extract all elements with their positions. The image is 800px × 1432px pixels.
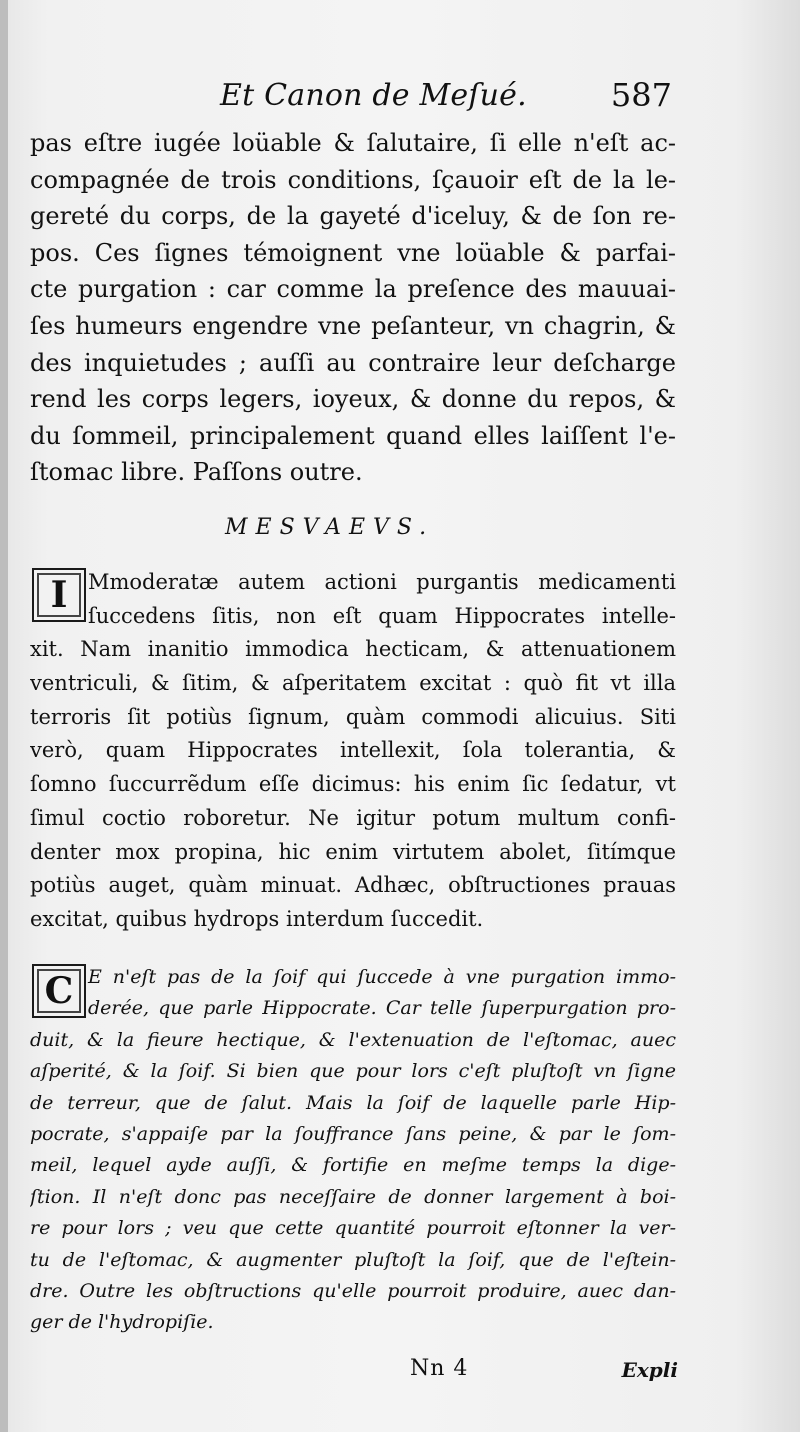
text-line: verò, quam Hippocrates intellexit, ſola tolerantia, & xyxy=(30,738,676,763)
text-line: dre. Outre les obſtructions qu'elle pourroit produire, auec dan- xyxy=(30,1279,676,1302)
text-line: tu de l'eſtomac, & augmenter pluſtoſt la ſoif, que de l'eſtein- xyxy=(30,1248,676,1271)
text-line: cte purgation : car comme la preſence des mauuai- xyxy=(30,275,676,304)
page-footer xyxy=(410,1356,678,1392)
binding-edge xyxy=(0,0,8,1432)
text-line: re pour lors ; veu que cette quantité pourroit eſtonner la ver- xyxy=(30,1217,676,1240)
text-line: pocrate, s'appaiſe par la ſouffrance ſans peine, & par le ſom- xyxy=(30,1122,676,1145)
french-paragraph-2 xyxy=(30,962,676,1339)
drop-cap-initial: I xyxy=(32,568,86,622)
text-line: duit, & la fieure hectique, & l'extenuation de l'eſtomac, auec xyxy=(30,1028,676,1051)
text-line: ſuccedens ſitis, non eſt quam Hippocrates intelle- xyxy=(88,603,676,628)
text-line: Mmoderatæ autem actioni purgantis medicamenti xyxy=(88,570,676,594)
running-title: Et Canon de Meſué. xyxy=(220,78,527,113)
text-line: des inquietudes ; auſſi au contraire leur deſcharge xyxy=(30,348,676,377)
page-number: 587 xyxy=(610,76,672,114)
catchword: Expli xyxy=(621,1358,678,1382)
text-line: denter mox propina, hic enim virtutem abolet, ſitímque xyxy=(30,839,676,864)
text-line: terroris ſit potiùs ſignum, quàm commodi alicuius. Siti xyxy=(30,704,676,729)
text-line: de terreur, que de ſalut. Mais la ſoif de laquelle parle Hip- xyxy=(30,1091,676,1114)
text-line: gereté du corps, de la gayeté d'iceluy, & de ſon re- xyxy=(30,202,676,231)
text-line: ſomno ſuccurrẽdum eſſe dicimus: his enim ſic ſedatur, vt xyxy=(30,772,676,797)
text-line: ſtion. Il n'eſt donc pas neceſſaire de donner largement à boi- xyxy=(30,1185,676,1208)
section-heading: MESVAEVS. xyxy=(225,515,435,540)
text-line: du ſommeil, principalement quand elles laiſſent l'e- xyxy=(30,421,676,450)
signature-mark: Nn 4 xyxy=(410,1356,469,1381)
text-line: pos. Ces ſignes témoignent vne loüable & parfai- xyxy=(30,238,676,267)
running-head xyxy=(190,72,672,122)
text-line: meil, lequel ayde auſſi, & fortifie en meſme temps la dige- xyxy=(30,1154,676,1177)
text-line: ventriculi, & ſitim, & aſperitatem excitat : quò fit vt illa xyxy=(30,671,676,696)
text-line: ſimul coctio roboretur. Ne igitur potum multum confi- xyxy=(30,805,676,830)
text-line: pas eſtre iugée loüable & ſalutaire, ſi elle n'eſt ac- xyxy=(30,129,676,157)
text-line: E n'eſt pas de la ſoif qui ſuccede à vne purgation immo- xyxy=(88,966,676,988)
text-line: derée, que parle Hippocrate. Car telle ſuperpurgation pro- xyxy=(88,997,676,1020)
text-line: compagnée de trois conditions, ſçauoir eſt de la le- xyxy=(30,165,676,194)
latin-paragraph xyxy=(30,566,676,937)
text-line: potiùs auget, quàm minuat. Adhæc, obſtructiones prauas xyxy=(30,873,676,898)
text-line: aſperité, & la ſoif. Si bien que pour lors c'eſt pluſtoſt vn ſigne xyxy=(30,1060,676,1083)
text-line-last: ſtomac libre. Paſſons outre. xyxy=(30,458,363,487)
text-line-last: ger de l'hydropiſie. xyxy=(30,1311,214,1334)
text-line: xit. Nam inanitio immodica hecticam, & attenuationem xyxy=(30,637,676,662)
text-line: ſes humeurs engendre vne peſanteur, vn chagrin, & xyxy=(30,311,676,340)
text-line: rend les corps legers, ioyeux, & donne du repos, & xyxy=(30,385,676,414)
drop-cap-initial: C xyxy=(32,964,86,1018)
text-line-last: excitat, quibus hydrops interdum ſuccedit. xyxy=(30,906,484,931)
french-paragraph-1 xyxy=(30,125,676,491)
